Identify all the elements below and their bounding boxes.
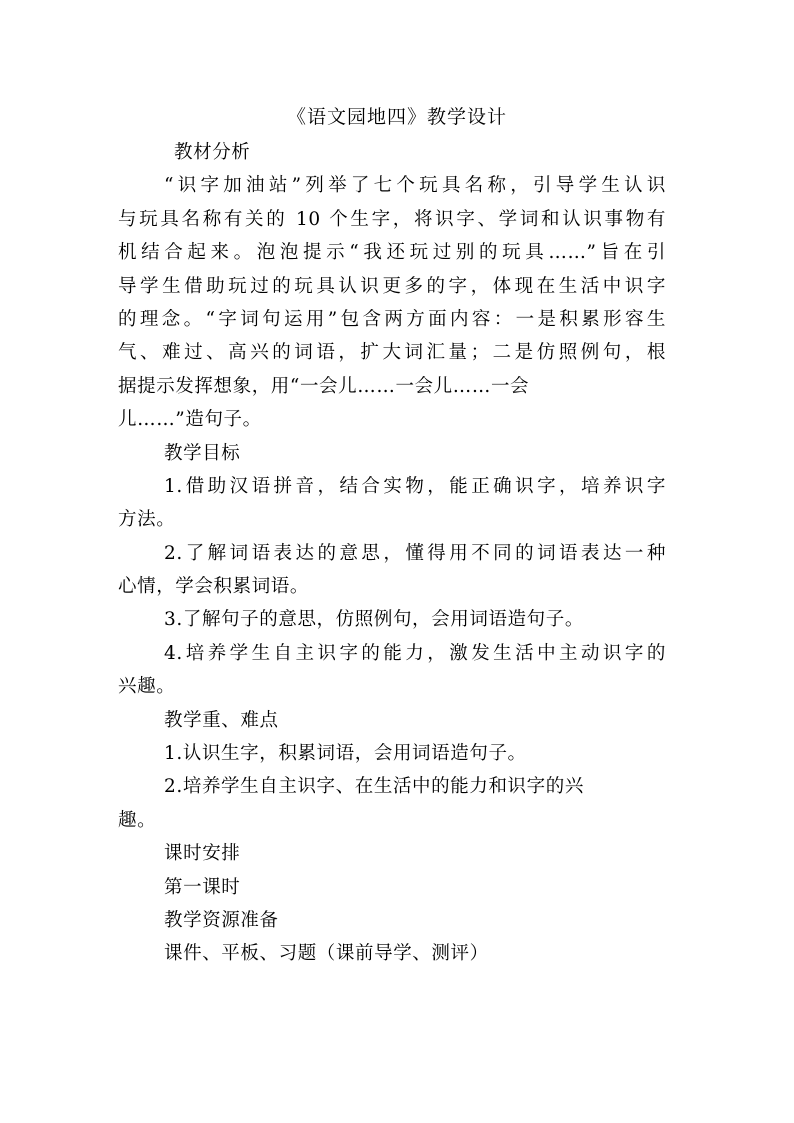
paragraph-line: 据提示发挥想象，用“一会儿……一会儿……一会: [118, 375, 530, 397]
objective-item: 1.借助汉语拼音，结合实物，能正确识字，培养识字: [164, 475, 666, 497]
resources-line: 课件、平板、习题（课前导学、测评）: [164, 943, 489, 965]
paragraph-line: 与玩具名称有关的 10 个生字，将识字、学词和认识事物有: [118, 208, 666, 230]
section-heading-textbook-analysis: 教材分析: [174, 142, 251, 163]
objective-item: 4.培养学生自主识字的能力，激发生活中主动识字的: [164, 642, 666, 664]
key-point-item-continued: 趣。: [118, 809, 157, 831]
section-heading-schedule: 课时安排: [164, 843, 241, 865]
document-body: [118, 136, 666, 971]
objective-item: 2.了解词语表达的意思，懂得用不同的词语表达一种: [164, 542, 666, 564]
paragraph-line: 导学生借助玩过的玩具认识更多的字，体现在生活中识字: [118, 275, 666, 297]
objective-item-continued: 方法。: [118, 509, 176, 531]
paragraph-line: 机结合起来。泡泡提示“我还玩过别的玩具……”旨在引: [118, 242, 666, 264]
paragraph-line: “识字加油站”列举了七个玩具名称，引导学生认识: [164, 175, 666, 197]
lesson-label: 第一课时: [164, 876, 241, 898]
section-heading-key-points: 教学重、难点: [164, 709, 279, 731]
key-point-item: 1.认识生字，积累词语，会用词语造句子。: [164, 743, 527, 765]
objective-item: 3.了解句子的意思，仿照例句，会用词语造句子。: [164, 609, 584, 631]
key-point-item: 2.培养学生自主识字、在生活中的能力和识字的兴: [164, 776, 584, 798]
paragraph-line: 气、难过、高兴的词语，扩大词汇量；二是仿照例句，根: [118, 342, 666, 364]
objective-item-continued: 兴趣。: [118, 676, 176, 698]
objective-item-continued: 心情，学会积累词语。: [118, 576, 310, 598]
paragraph-line: 的理念。“字词句运用”包含两方面内容：一是积累形容生: [118, 308, 666, 330]
paragraph-line: 儿……”造句子。: [118, 409, 262, 431]
document-title: 《语文园地四》教学设计: [286, 106, 507, 128]
section-heading-teaching-objectives: 教学目标: [164, 442, 241, 464]
section-heading-resources: 教学资源准备: [164, 909, 279, 931]
